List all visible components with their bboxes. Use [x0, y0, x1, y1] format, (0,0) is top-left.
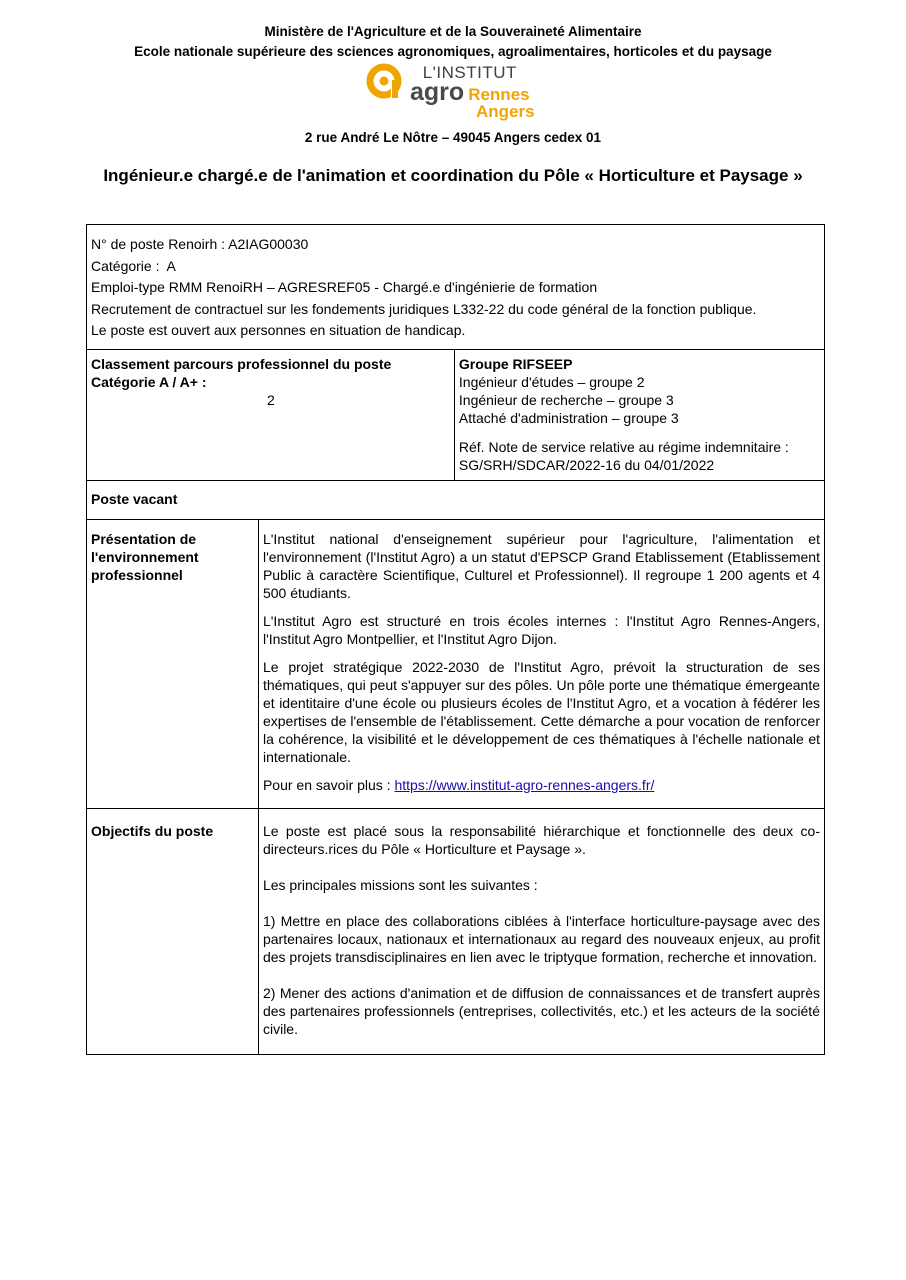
- more-info-prefix: Pour en savoir plus :: [262, 776, 395, 793]
- rifseep-line-1: Ingénieur d'études – groupe 2: [458, 373, 645, 390]
- presentation-p2: L'Institut Agro est structuré en trois écoles internes : l'Institut Agro Rennes-Angers, l'Institut Agro Montpellier, et l'Institut Agro Dijon.: [262, 612, 820, 647]
- objectifs-p1: Le poste est placé sous la responsabilité hiérarchique et fonctionnelle des deux co-directeurs.rices du Pôle « Horticulture et Paysage ».: [262, 822, 820, 857]
- objectifs-row: [87, 808, 825, 1054]
- info-row: [87, 225, 825, 350]
- institut-agro-logo-icon: [365, 62, 405, 102]
- school-website-link[interactable]: https://www.institut-agro-rennes-angers.fr/: [394, 776, 655, 793]
- institut-agro-logo: [0, 62, 906, 124]
- vacant-row: [87, 480, 825, 519]
- rifseep-heading: Groupe RIFSEEP: [458, 355, 573, 372]
- classement-value: 2: [267, 391, 275, 408]
- classement-heading: Classement parcours professionnel du poste Catégorie A / A+ :: [91, 355, 392, 390]
- job-table: [86, 224, 825, 1055]
- objectifs-p4: 2) Mener des actions d'animation et de diffusion de connaissances et de transfert auprès des partenaires professionnels (entreprises, collectivités, etc.) et les acteurs de la société civile.: [262, 984, 820, 1037]
- rifseep-ref: Réf. Note de service relative au régime indemnitaire : SG/SRH/SDCAR/2022-16 du 04/01/2022: [458, 438, 789, 473]
- presentation-p3: Le projet stratégique 2022-2030 de l'Institut Agro, prévoit la structuration de ses thématiques, qui peut s'appuyer sur des pôles. Un pôle porte une thématique émergeante et identitaire d'une école ou plusieurs écoles de l'Institut Agro, et a vocation à fédérer les expertises de l'ensemble de l'établissement. Cette démarche a pour vocation de renforcer la cohérence, la visibilité et le développement de ces thématiques à l'échelle nationale et internationale.: [262, 658, 820, 765]
- presentation-label: Présentation de l'environnement professionnel: [87, 519, 259, 808]
- logo-line3: Angers: [476, 102, 535, 121]
- objectifs-p2: Les principales missions sont les suivantes :: [262, 876, 538, 893]
- categorie: Catégorie : A: [91, 257, 176, 274]
- logo-line1: L'INSTITUT: [422, 63, 517, 82]
- rifseep-line-2: Ingénieur de recherche – groupe 3: [458, 391, 674, 408]
- school-address: 2 rue André Le Nôtre – 49045 Angers cedex 01: [304, 130, 602, 145]
- objectifs-p3: 1) Mettre en place des collaborations ciblées à l'interface horticulture-paysage avec des partenaires locaux, nationaux et internationaux au regard des nouveaux enjeux, au profit des projets transdisciplinaires en lien avec le triptyque formation, recherche et innovation.: [262, 912, 820, 965]
- emploi-type: Emploi-type RMM RenoiRH – AGRESREF05 - Chargé.e d'ingénierie de formation: [91, 279, 598, 295]
- document-header: [0, 22, 906, 145]
- poste-number: N° de poste Renoirh : A2IAG00030: [91, 236, 309, 252]
- classement-row: [87, 349, 825, 480]
- presentation-p1: L'Institut national d'enseignement supérieur pour l'agriculture, l'alimentation et l'environnement (l'Institut Agro) a un statut d'EPSCP Grand Etablissement (Etablissement Public à caractère Scientifique, Culturel et Professionnel). Il regroupe 1 200 agents et 4 500 étudiants.: [262, 530, 820, 601]
- job-title: Ingénieur.e chargé.e de l'animation et coordination du Pôle « Horticulture et Paysage »: [103, 166, 803, 185]
- logo-line2b: Rennes: [468, 85, 530, 104]
- recrutement: Recrutement de contractuel sur les fondements juridiques L332-22 du code général de la fonction publique.: [91, 300, 757, 317]
- objectifs-label: Objectifs du poste: [87, 808, 259, 1054]
- poste-vacant: Poste vacant: [87, 480, 825, 519]
- presentation-row: [87, 519, 825, 808]
- school-name: Ecole nationale supérieure des sciences agronomiques, agroalimentaires, horticoles et du paysage: [134, 44, 772, 59]
- rifseep-line-3: Attaché d'administration – groupe 3: [458, 409, 679, 426]
- ministry-name: Ministère de l'Agriculture et de la Souveraineté Alimentaire: [264, 24, 642, 39]
- logo-line2: agro: [410, 78, 465, 106]
- handicap-note: Le poste est ouvert aux personnes en situation de handicap.: [91, 322, 466, 338]
